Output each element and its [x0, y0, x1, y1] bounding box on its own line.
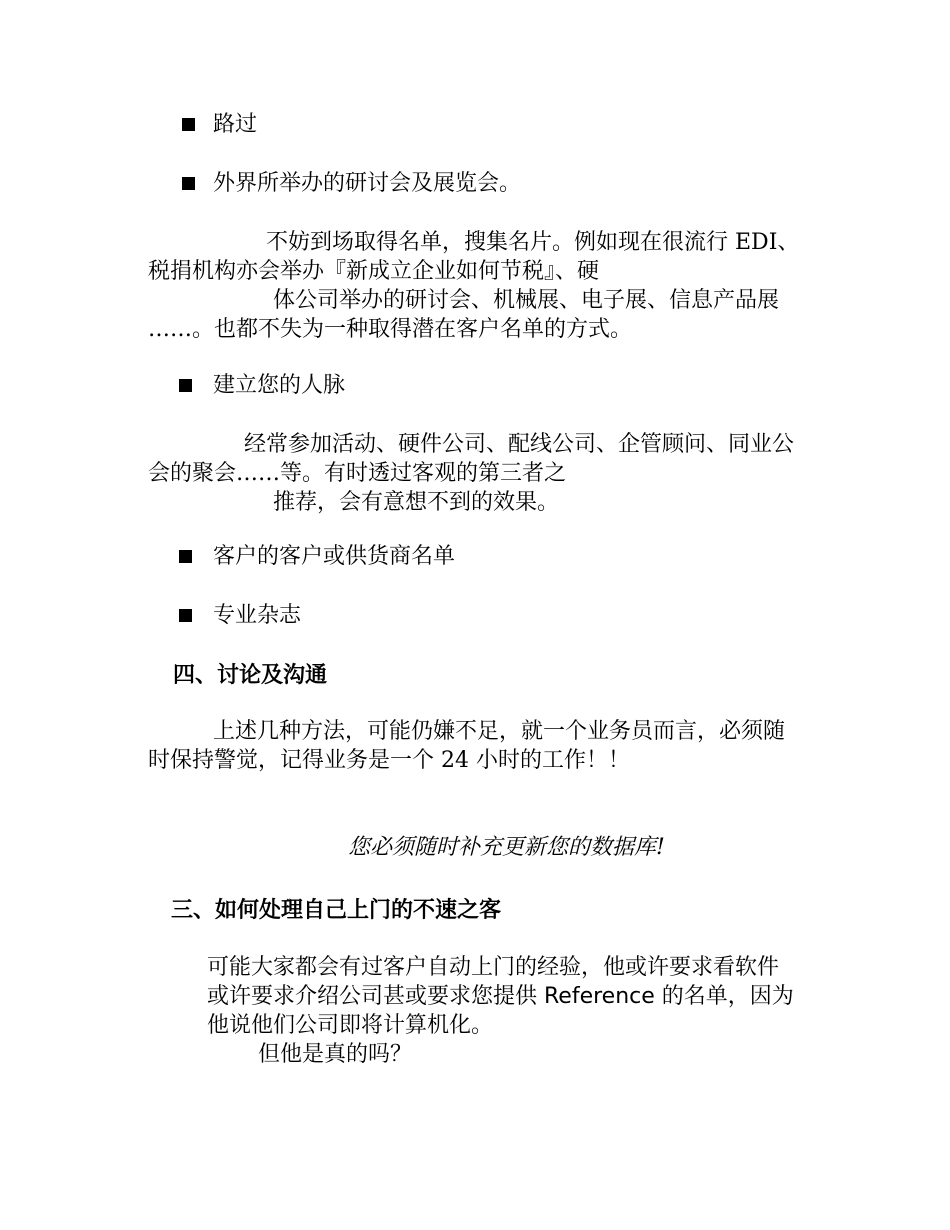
paragraph-text: 或许要求介绍公司甚或要求您提供 — [207, 984, 544, 1009]
paragraph-line: 上述几种方法，可能仍嫌不足，就一个业务员而言，必须随 — [213, 719, 786, 744]
paragraph-line: 但他是真的吗？ — [258, 1042, 413, 1067]
bullet-square-icon — [179, 379, 192, 392]
bullet-item-passing-by: 路过 — [213, 112, 258, 137]
bullet-square-icon — [182, 177, 195, 190]
paragraph-line: ……。也都不失为一种取得潜在客户名单的方式。 — [148, 317, 633, 342]
paragraph-line: 不妨到场取得名单，搜集名片。例如现在很流行 EDI、 — [266, 230, 800, 255]
paragraph-line: 会的聚会……等。有时透过客观的第三者之 — [148, 461, 567, 486]
paragraph-line: 时保持警觉，记得业务是一个 24 小时的工作！！ — [148, 748, 630, 773]
paragraph-line — [207, 983, 794, 1011]
bullet-item-seminars: 外界所举办的研讨会及展览会。 — [213, 171, 522, 196]
bullet-item-network: 建立您的人脉 — [213, 373, 346, 398]
paragraph-text: 的名单，因为 — [654, 984, 794, 1009]
reference-term: Reference — [544, 984, 655, 1009]
bullet-square-icon — [179, 550, 192, 563]
bullet-item-magazines: 专业杂志 — [213, 603, 302, 628]
paragraph-line: 可能大家都会有过客户自动上门的经验，他或许要求看软件 — [207, 955, 780, 980]
paragraph-line: 推荐，会有意想不到的效果。 — [273, 490, 560, 515]
bullet-item-client-supplier-list: 客户的客户或供货商名单 — [213, 544, 456, 569]
paragraph-line: 他说他们公司即将计算机化。 — [207, 1013, 494, 1038]
section-heading-visitors: 三、如何处理自己上门的不速之客 — [171, 898, 502, 923]
emphasis-line: 您必须随时补充更新您的数据库! — [348, 835, 665, 860]
section-heading-discussion: 四、讨论及沟通 — [173, 663, 328, 688]
bullet-square-icon — [179, 609, 192, 622]
bullet-square-icon — [182, 118, 195, 131]
paragraph-line: 税捐机构亦会举办『新成立企业如何节税』、硬 — [148, 259, 600, 284]
paragraph-line: 经常参加活动、硬件公司、配线公司、企管顾问、同业公 — [244, 432, 795, 457]
paragraph-line: 体公司举办的研讨会、机械展、电子展、信息产品展 — [273, 288, 780, 313]
